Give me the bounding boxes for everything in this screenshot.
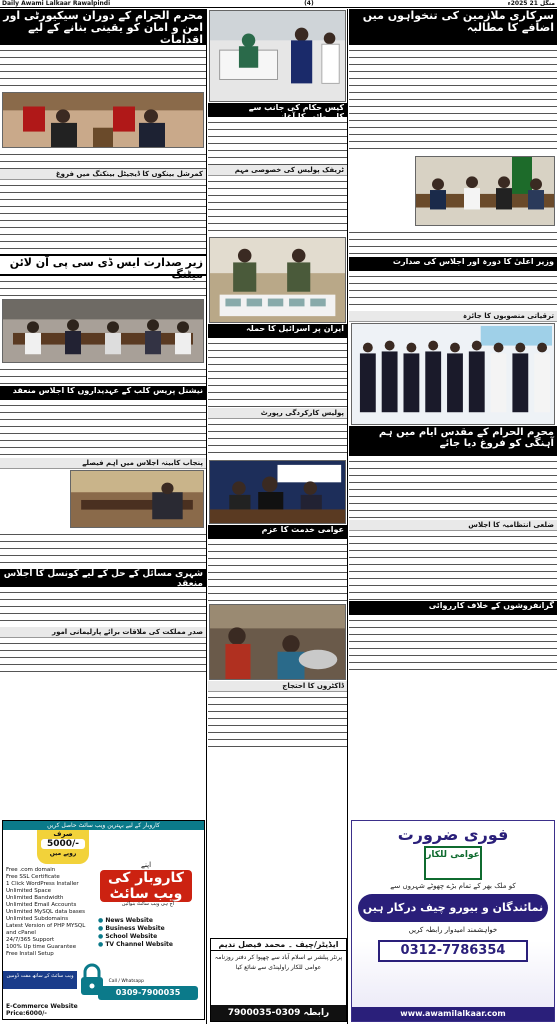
right-article-5 <box>349 531 557 601</box>
mid-article-3 <box>208 338 347 408</box>
ad-left-phone[interactable]: 0309-7900035 <box>98 986 198 1000</box>
feature-item: Unlimited Space <box>6 888 51 894</box>
feature-item: Unlimited MySQL data bases <box>6 909 85 915</box>
brand-line: اپنے <box>140 861 152 869</box>
left-photo-1 <box>2 92 204 148</box>
feature-item: 1 Click WordPress Installer <box>6 881 79 887</box>
left-article-3 <box>0 180 206 254</box>
right-headline-3: ترقیاتی منصوبوں کا جائزہ <box>349 311 557 322</box>
left-article-9 <box>0 638 206 678</box>
mid-article-2 <box>208 176 347 236</box>
website-link[interactable]: www.awamilalkaar.com <box>352 1007 554 1021</box>
imprint-box <box>210 938 347 1022</box>
price-badge <box>37 830 89 864</box>
imprint-phone[interactable]: رابطہ 0309-7900035 <box>211 1005 346 1021</box>
publisher-note: پرنٹر پبلشر نے اسلام آباد سے چھپوا کر دفتر روزنامہ عوامی للکار راولپنڈی سے شائع کیا <box>214 954 343 971</box>
ecommerce-price: Price:6000/- <box>6 1010 47 1017</box>
feature-item: Free Install Setup <box>6 951 54 957</box>
left-headline-6: شہری مسائل کے حل کے لیے کونسل کا اجلاس منعقد <box>0 569 206 587</box>
left-article-5 <box>0 364 206 386</box>
mid-article-4 <box>208 419 347 459</box>
whatsapp-label: Call / Whatsapp <box>108 979 144 984</box>
left-headline-1: محرم الحرام کے دوران سیکیورٹی اور امن و امان کو یقینی بنانے کے لیے اقدامات <box>0 9 206 45</box>
price-label: صرف <box>53 830 73 838</box>
newspaper-logo: عوامی للکار <box>424 846 482 880</box>
left-photo-3 <box>70 470 204 528</box>
mid-headline-4: پولیس کارکردگی رپورٹ <box>208 408 347 419</box>
left-article-6 <box>0 400 206 458</box>
left-headline-4: نیشنل پریس کلب کے عہدیداروں کا اجلاس منعقد <box>0 386 206 400</box>
masthead-name: Daily Awami Lalkaar Rawalpindi <box>2 0 111 7</box>
masthead-date: منگل 21 2025ء <box>507 0 555 7</box>
mid-headline-2: ٹریفک پولیس کی خصوصی مہم <box>208 165 347 176</box>
price-value: 5000/- <box>41 839 85 849</box>
left-article-2 <box>0 149 206 169</box>
right-article-3 <box>349 271 557 311</box>
ad-note: آج ہی ویب سائٹ بنوائیں <box>121 901 175 907</box>
page-number: (4) <box>304 0 314 7</box>
feature-item: Free SSL Certificate <box>6 874 60 880</box>
mid-headline-1: کیس حکام کی جانب سے کارروائی کا آغاز <box>208 103 347 117</box>
left-article-7 <box>0 529 206 569</box>
recruit-banner: نمائندگان و بیورو چیف درکار ہیں <box>358 894 548 922</box>
left-headline-3: زیر صدارت ایس ڈی سی پی آن لائن میٹنگ <box>0 254 206 276</box>
ecommerce-label: E-Commerce Website <box>6 1003 78 1010</box>
urgent-title: فوری ضرورت <box>397 825 509 844</box>
right-headline-2: وزیر اعلیٰ کا دورہ اور اجلاس کی صدارت <box>349 257 557 271</box>
mid-photo-1 <box>209 10 346 102</box>
left-headline-5: پنجاب کابینہ اجلاس میں اہم فیصلے <box>0 458 206 469</box>
right-headline-6: گرانفروشوں کے خلاف کارروائی <box>349 601 557 615</box>
web-hosting-ad[interactable] <box>2 820 205 1020</box>
middle-column <box>208 9 348 1024</box>
recruit-phone[interactable]: 0312-7786354 <box>378 940 528 962</box>
feature-item: 100% Up time Guarantee <box>6 944 77 950</box>
mid-photo-4 <box>209 604 346 680</box>
mid-article-1 <box>208 117 347 165</box>
ecommerce-offer <box>6 1003 78 1017</box>
mid-article-5 <box>208 539 347 603</box>
right-photo-2 <box>351 323 555 425</box>
left-headline-2: کمرشل بینکوں کا ڈیجیٹل بینکنگ میں فروغ <box>0 169 206 180</box>
feature-list <box>6 867 92 958</box>
mid-photo-3 <box>209 460 346 524</box>
mid-photo-2 <box>209 237 346 323</box>
mid-headline-6: ڈاکٹروں کا احتجاج <box>208 681 347 692</box>
brand-main: کاروبار کی ویب سائٹ <box>100 870 192 902</box>
feature-item: 24/7/365 Support <box>6 937 55 943</box>
left-article-8 <box>0 587 206 627</box>
right-article-1 <box>349 45 557 155</box>
feature-item: Latest Version of PHP MYSQL and cPanel <box>6 923 86 936</box>
right-headline-1: سرکاری ملازمین کی تنخواہوں میں اضافے کا مطالبہ <box>349 9 557 45</box>
ad-left-top-line: کاروبار کے لیے بہترین ویب سائٹ حاصل کریں <box>3 821 204 830</box>
masthead-bar <box>0 0 557 8</box>
recruit-line-2: خواہشمند امیدوار رابطہ کریں <box>408 926 498 934</box>
editor-chief: ایڈیٹر/چیف ۔ محمد فیصل ندیم <box>211 939 346 951</box>
right-article-2 <box>349 227 557 257</box>
left-photo-2 <box>2 299 204 363</box>
service-item: ● TV Channel Website <box>98 941 190 949</box>
feature-item: Unlimited Subdomains <box>6 916 69 922</box>
service-list <box>98 917 190 949</box>
left-article-1 <box>0 45 206 91</box>
service-item: ● School Website <box>98 933 190 941</box>
feature-domain: Free .com domain <box>6 867 56 873</box>
recruit-line-1: کو ملک بھر کے تمام بڑے چھوٹے شہروں سے <box>390 882 516 890</box>
left-headline-7: صدر مملکت کی ملاقات برائے پارلیمانی امور <box>0 627 206 638</box>
right-headline-5: ضلعی انتظامیہ کا اجلاس <box>349 520 557 531</box>
mid-headline-5: عوامی خدمت کا عزم <box>208 525 347 539</box>
service-item: ● News Website <box>98 917 190 925</box>
mid-headline-3: ایران پر اسرائیل کا حملہ <box>208 324 347 338</box>
feature-item: Unlimited Email Accounts <box>6 902 77 908</box>
ad-brand <box>94 861 198 901</box>
service-item: ● Business Website <box>98 925 190 933</box>
recruitment-ad[interactable] <box>351 820 555 1022</box>
right-article-4 <box>349 456 557 520</box>
right-article-6 <box>349 615 557 675</box>
right-photo-1 <box>415 156 555 226</box>
right-headline-4: محرم الحرام کے مقدس ایام میں ہم آہنگی کو فروغ دیا جائے <box>349 426 557 456</box>
price-unit: روپے میں <box>49 850 77 857</box>
free-domain-ribbon: ویب سائٹ کے ساتھ مفت ڈومین <box>3 971 77 989</box>
feature-item: Unlimited Bandwidth <box>6 895 64 901</box>
mid-article-6 <box>208 692 347 752</box>
